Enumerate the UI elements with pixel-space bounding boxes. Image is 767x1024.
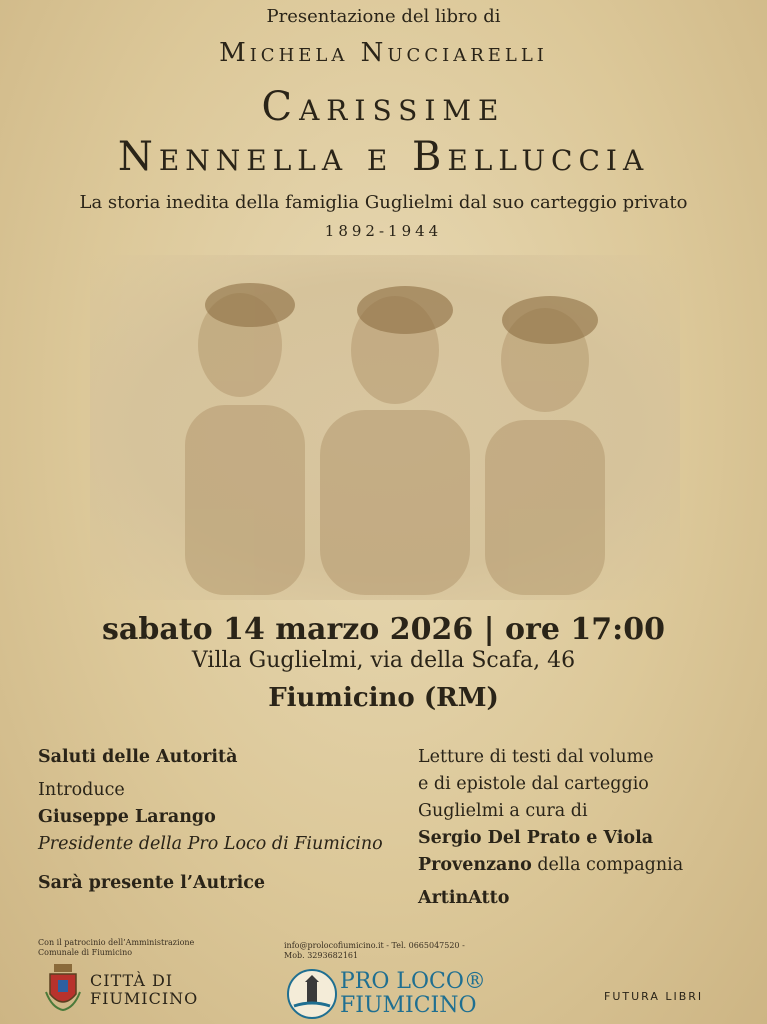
futura-libri-logo <box>604 990 703 1003</box>
book-years: 1892-1944 <box>324 222 443 240</box>
city-coat-of-arms-icon <box>44 962 82 1012</box>
presentation-line: Presentazione del libro di <box>266 6 501 27</box>
book-title-line1: Carissime <box>261 84 506 130</box>
city-logo-line1: CITTÀ DI <box>90 971 174 990</box>
readers-names-cont: Provenzano <box>418 855 532 875</box>
proloco-line1: PRO LOCO® <box>340 969 486 994</box>
readings-line2: e di epistole dal carteggio <box>418 774 649 794</box>
city-logo-line2: FIUMICINO <box>90 989 199 1008</box>
readers-names: Sergio Del Prato e Viola <box>418 828 654 848</box>
introduces-label: Introduce <box>38 780 125 800</box>
contact-line2: Mob. 3293682161 <box>284 951 359 960</box>
sepia-photo-three-women <box>90 255 680 600</box>
portrait-illustration <box>90 255 680 600</box>
presenter-name: Giuseppe Larango <box>38 807 216 827</box>
event-date-time: sabato 14 marzo 2026 | ore 17:00 <box>102 612 665 647</box>
contact-line1: info@prolocofiumicino.it - Tel. 0665047520 - <box>284 941 465 950</box>
author-name: Michela Nucciarelli <box>219 38 548 68</box>
author-present-line: Sarà presente l’Autrice <box>38 873 266 893</box>
presenter-role: Presidente della Pro Loco di Fiumicino <box>38 834 383 854</box>
proloco-tower-icon <box>286 968 338 1020</box>
program-left <box>38 744 408 897</box>
patronage-note <box>38 938 194 958</box>
futura-libri-text: FUTURA LIBRI <box>604 990 704 1003</box>
event-venue: Villa Guglielmi, via della Scafa, 46 <box>191 648 576 673</box>
greetings-line: Saluti delle Autorità <box>38 747 238 767</box>
readings-line1: Letture di testi dal volume <box>418 747 654 767</box>
company-text: della compagnia <box>531 855 684 875</box>
contact-info <box>284 941 465 961</box>
book-title-line2: Nennella e Belluccia <box>117 134 650 180</box>
patronage-line2: Comunale di Fiumicino <box>38 948 133 957</box>
city-logo-text <box>90 972 198 1008</box>
proloco-line2: FIUMICINO <box>340 993 477 1018</box>
program-right <box>418 744 748 912</box>
event-city: Fiumicino (RM) <box>268 683 499 713</box>
patronage-line1: Con il patrocinio dell’Amministrazione <box>38 938 195 947</box>
company-name: ArtinAtto <box>418 888 510 908</box>
book-subtitle: La storia inedita della famiglia Guglielmi dal suo carteggio privato <box>79 192 688 213</box>
readings-line3: Guglielmi a cura di <box>418 801 588 821</box>
readers-company-line <box>418 852 748 879</box>
proloco-logo-text <box>340 970 486 1018</box>
